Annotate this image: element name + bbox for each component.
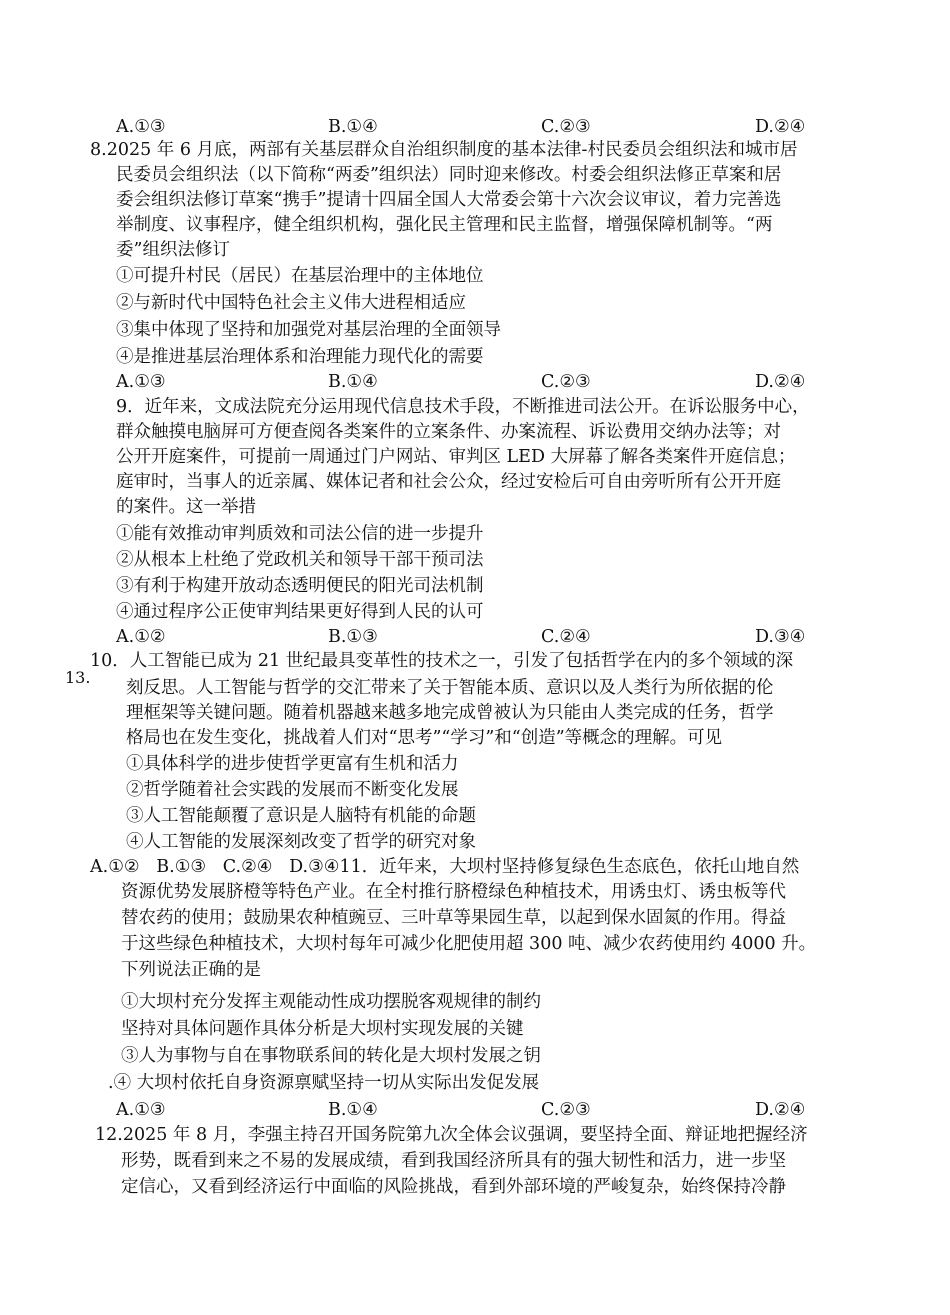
q7-option-a: A.①③ <box>116 117 166 137</box>
q9-item: ③有利于构建开放动态透明便民的阳光司法机制 <box>116 576 484 596</box>
q11-item: .④ 大坝村依托自身资源禀赋坚持一切从实际出发促发展 <box>108 1073 540 1093</box>
q10-stem-line: 10．人工智能已成为 21 世纪最具变革性的技术之一，引发了包括哲学在内的多个领域的深 <box>90 651 794 671</box>
q11-option-c: C.②③ <box>541 1100 591 1120</box>
q12-stem-line: 形势，既看到来之不易的发展成绩，看到我国经济所具有的强大韧性和活力，进一步坚 <box>121 1151 786 1171</box>
q9-stem-line: 群众触摸电脑屏可方便查阅各类案件的立案条件、办案流程、诉讼费用交纳办法等；对 <box>116 422 781 442</box>
q9-item: ②从根本上杜绝了党政机关和领导干部干预司法 <box>116 550 484 570</box>
q10-item: ①具体科学的进步使哲学更富有生机和活力 <box>126 754 459 774</box>
q10-item: ③人工智能颠覆了意识是人脑特有机能的命题 <box>126 806 476 826</box>
q9-option-c: C.②④ <box>541 627 591 647</box>
q10-stem-line: 理框架等关键问题。随着机器越来越多地完成曾被认为只能由人类完成的任务，哲学 <box>126 703 774 723</box>
q8-option-c: C.②③ <box>541 372 591 392</box>
q10-stem-line: 格局也在发生变化，挑战着人们对“思考”“学习”和“创造”等概念的理解。可见 <box>126 728 723 748</box>
q9-stem-line: 的案件。这一举措 <box>116 497 256 517</box>
q11-stem-line: 下列说法正确的是 <box>121 960 261 980</box>
q8-item: ④是推进基层治理体系和治理能力现代化的需要 <box>116 347 484 367</box>
q11-item: ①大坝村充分发挥主观能动性成功摆脱客观规律的制约 <box>121 992 541 1012</box>
q11-option-b: B.①④ <box>328 1100 378 1120</box>
q10-stem-line: 刻反思。人工智能与哲学的交汇带来了关于智能本质、意识以及人类行为所依据的伦 <box>126 678 774 698</box>
q8-stem-line: 8.2025 年 6 月底，两部有关基层群众自治组织制度的基本法律-村民委员会组织法和城市居 <box>90 140 798 160</box>
stray-question-number: 13. <box>65 668 91 687</box>
q7-option-d: D.②④ <box>755 117 806 137</box>
q8-stem-line: 举制度、议事程序，健全组织机构，强化民主管理和民主监督，增强保障机制等。“两 <box>116 215 773 235</box>
q9-stem-line: 9．近年来，文成法院充分运用现代信息技术手段，不断推进司法公开。在诉讼服务中心， <box>116 397 810 417</box>
q8-option-b: B.①④ <box>328 372 378 392</box>
q11-stem-line: 于这些绿色种植技术，大坝村每年可减少化肥使用超 300 吨、减少农药使用约 4000 升。 <box>121 934 817 954</box>
q8-item: ③集中体现了坚持和加强党对基层治理的全面领导 <box>116 320 501 340</box>
q12-stem-line: 定信心，又看到经济运行中面临的风险挑战，看到外部环境的严峻复杂，始终保持冷静 <box>121 1177 786 1197</box>
q11-option-d: D.②④ <box>755 1100 806 1120</box>
q9-option-d: D.③④ <box>755 627 806 647</box>
q7-option-b: B.①④ <box>328 117 378 137</box>
q7-option-c: C.②③ <box>541 117 591 137</box>
q11-option-a: A.①③ <box>116 1100 166 1120</box>
q8-item: ①可提升村民（居民）在基层治理中的主体地位 <box>116 266 484 286</box>
q11-item: ③人为事物与自在事物联系间的转化是大坝村发展之钥 <box>121 1046 541 1066</box>
q8-stem-line: 委会组织法修订草案“携手”提请十四届全国人大常委会第十六次会议审议，着力完善选 <box>116 190 782 210</box>
q10-item: ②哲学随着社会实践的发展而不断变化发展 <box>126 780 459 800</box>
q9-item: ④通过程序公正使审判结果更好得到人民的认可 <box>116 602 484 622</box>
q11-stem-line: 替农药的使用；鼓励果农种植豌豆、三叶草等果园生草，以起到保水固氮的作用。得益 <box>121 908 786 928</box>
q9-item: ①能有效推动审判质效和司法公信的进一步提升 <box>116 524 484 544</box>
q8-stem-line: 委”组织法修订 <box>116 240 230 260</box>
q11-item: 坚持对具体问题作具体分析是大坝村实现发展的关键 <box>121 1019 524 1039</box>
q9-stem-line: 公开开庭案件，可提前一周通过门户网站、审判区 LED 大屏幕了解各类案件开庭信息； <box>116 447 796 467</box>
q9-option-b: B.①③ <box>328 627 378 647</box>
q11-stem-line: 资源优势发展脐橙等特色产业。在全村推行脐橙绿色种植技术，用诱虫灯、诱虫板等代 <box>121 882 786 902</box>
q9-option-a: A.①② <box>116 627 166 647</box>
q10-item: ④人工智能的发展深刻改变了哲学的研究对象 <box>126 832 476 852</box>
q8-option-a: A.①③ <box>116 372 166 392</box>
q9-stem-line: 庭审时，当事人的近亲属、媒体记者和社会公众，经过安检后可自由旁听所有公开开庭 <box>116 472 781 492</box>
q11-stem-line: A.①② B.①③ C.②④ D.③④11．近年来，大坝村坚持修复绿色生态底色，依托山地自然 <box>90 857 800 877</box>
q8-stem-line: 民委员会组织法（以下简称“两委”组织法）同时迎来修改。村委会组织法修正草案和居 <box>116 165 782 185</box>
q8-option-d: D.②④ <box>755 372 806 392</box>
q12-stem-line: 12.2025 年 8 月，李强主持召开国务院第九次全体会议强调，要坚持全面、辩证地把握经济 <box>95 1125 808 1145</box>
q8-item: ②与新时代中国特色社会主义伟大进程相适应 <box>116 293 466 313</box>
